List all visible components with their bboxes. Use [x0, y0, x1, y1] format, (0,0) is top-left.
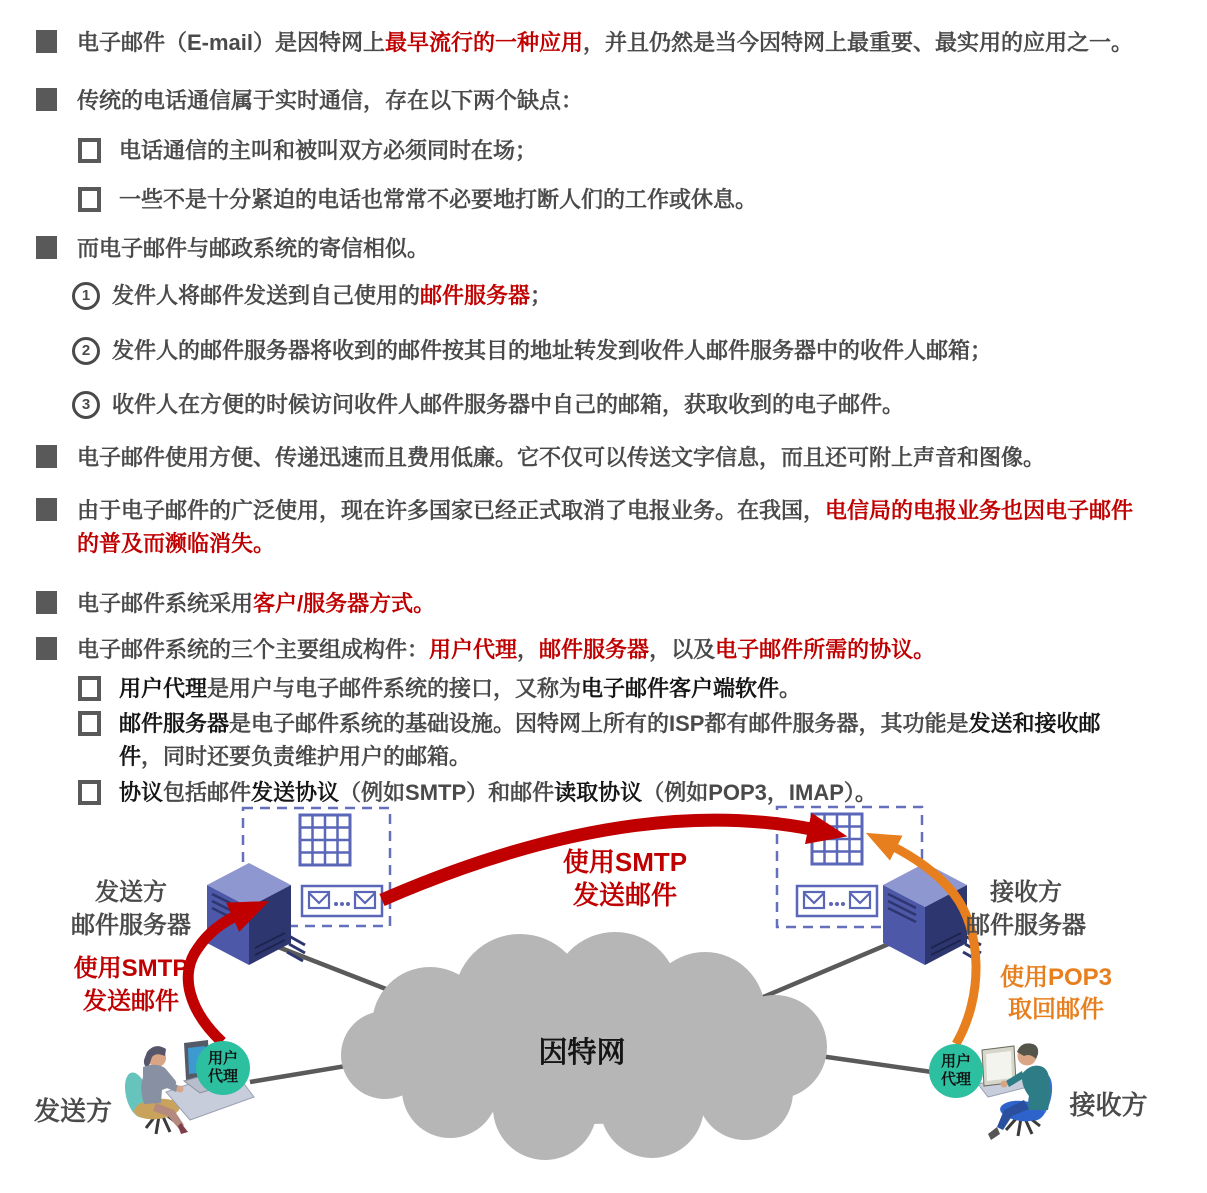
filled-square-bullet-icon	[36, 88, 57, 111]
text-segment: ，以及	[649, 637, 716, 662]
bullet-text	[112, 279, 1139, 312]
label-line: 发送方	[95, 879, 167, 906]
label-line: 用户	[207, 1050, 238, 1067]
hollow-square-bullet-icon	[78, 711, 101, 736]
text-segment: ，	[517, 637, 540, 662]
message-grid-icon	[300, 815, 350, 865]
hollow-square-bullet-icon	[78, 138, 101, 163]
text-segment-bold: 电子邮件客户端软件	[581, 676, 780, 701]
bullet-text	[77, 84, 1137, 117]
ellipsis-dots-icon	[334, 902, 350, 906]
text-segment: 电子邮件系统的三个主要组成构件：	[77, 637, 430, 662]
filled-square-bullet-icon	[36, 445, 57, 468]
smtp-transfer-caption	[537, 846, 713, 912]
label-line: 发送邮件	[572, 880, 677, 910]
label-line: 邮件服务器	[966, 912, 1086, 939]
text-segment: （例如POP3，IMAP）。	[642, 780, 877, 805]
envelope-icon	[309, 892, 329, 908]
bullet-item	[36, 232, 1137, 265]
text-segment: （例如SMTP）和邮件	[339, 780, 555, 805]
numbered-item	[72, 279, 1139, 312]
text-segment: 发件人的邮件服务器将收到的邮件按其目的地址转发到收件人邮件服务器中的收件人邮箱；	[112, 338, 993, 363]
mail-queue-icon	[302, 886, 382, 916]
label-line: 使用SMTP	[73, 955, 189, 982]
bullet-text	[77, 587, 1137, 620]
text-segment-bold: 读取协议	[554, 780, 643, 805]
text-segment: 电话通信的主叫和被叫双方必须同时在场；	[119, 138, 538, 163]
mail-queue-icon	[797, 886, 877, 916]
text-segment: ；	[530, 283, 553, 308]
label-line: 接收方	[990, 879, 1062, 906]
filled-square-bullet-icon	[36, 30, 57, 53]
bullet-text	[77, 26, 1137, 59]
sub-bullet-item	[78, 672, 1143, 705]
bullet-text	[112, 388, 1139, 421]
receiver-person-illustration	[978, 1043, 1056, 1140]
text-segment-bold: 发送和接收邮件	[119, 711, 1101, 769]
hollow-square-bullet-icon	[78, 187, 101, 212]
receiver-user-agent-badge	[929, 1044, 983, 1098]
receiver-label: 接收方	[1069, 1090, 1148, 1120]
label-line: 取回邮件	[1008, 996, 1104, 1023]
text-segment: 电子邮件（E-mail）是因特网上	[77, 30, 386, 55]
text-segment: 一些不是十分紧迫的电话也常常不必要地打断人们的工作或休息。	[119, 187, 758, 212]
circled-number-icon: 3	[72, 391, 100, 419]
pop3-retrieve-caption	[980, 962, 1132, 1026]
text-segment: 是电子邮件系统的基础设施。因特网上所有的ISP都有邮件服务器，其功能是	[229, 711, 969, 736]
text-segment-bold: 协议	[119, 780, 164, 805]
text-segment-red: 客户/服务器方式。	[253, 591, 436, 616]
bullet-item	[36, 633, 1137, 666]
sub-bullet-item	[78, 183, 1143, 216]
message-grid-icon	[812, 814, 862, 864]
text-segment-red: 邮件服务器	[539, 637, 650, 662]
text-segment: 电子邮件使用方便、传递迅速而且费用低廉。它不仅可以传送文字信息，而且还可附上声音和图像。	[77, 445, 1046, 470]
text-segment-bold: 用户代理	[119, 676, 208, 701]
bullet-text	[119, 707, 1143, 773]
label-line: 发送邮件	[83, 988, 179, 1015]
filled-square-bullet-icon	[36, 236, 57, 259]
label-line: 使用POP3	[999, 964, 1113, 991]
text-segment-red: 最早流行的一种应用	[385, 30, 584, 55]
bullet-item	[36, 84, 1137, 117]
envelope-icon	[850, 892, 870, 908]
sub-bullet-item	[78, 707, 1143, 773]
internet-label: 因特网	[538, 1037, 626, 1069]
bullet-text	[77, 232, 1137, 265]
bullet-text	[77, 494, 1137, 560]
bullet-text	[119, 183, 1143, 216]
label-line: 邮件服务器	[71, 912, 191, 939]
label-line: 使用SMTP	[562, 847, 688, 877]
bullet-text	[112, 334, 1139, 367]
label-line: 代理	[940, 1071, 971, 1088]
text-segment: 收件人在方便的时候访问收件人邮件服务器中自己的邮箱，获取收到的电子邮件。	[112, 392, 905, 417]
label-line: 用户	[940, 1053, 971, 1070]
text-segment: 而电子邮件与邮政系统的寄信相似。	[77, 236, 430, 261]
bullet-item	[36, 26, 1137, 59]
text-segment: 发件人将邮件发送到自己使用的	[112, 283, 421, 308]
bullet-text	[119, 672, 1143, 705]
text-segment-bold: 邮件服务器	[119, 711, 230, 736]
filled-square-bullet-icon	[36, 498, 57, 521]
text-segment: 是用户与电子邮件系统的接口，又称为	[207, 676, 582, 701]
text-segment: 传统的电话通信属于实时通信，存在以下两个缺点：	[77, 88, 584, 113]
text-segment: 包括邮件	[163, 780, 252, 805]
bullet-text	[77, 633, 1137, 666]
hollow-square-bullet-icon	[78, 676, 101, 701]
filled-square-bullet-icon	[36, 637, 57, 660]
text-segment: ，并且仍然是当今因特网上最重要、最实用的应用之一。	[583, 30, 1134, 55]
smtp-send-caption	[55, 952, 207, 1018]
sub-bullet-item	[78, 134, 1143, 167]
bullet-item	[36, 587, 1137, 620]
envelope-icon	[804, 892, 824, 908]
text-segment: 由于电子邮件的广泛使用，现在许多国家已经正式取消了电报业务。在我国，	[77, 498, 826, 523]
bullet-item	[36, 494, 1137, 560]
text-segment: 电子邮件系统采用	[77, 591, 254, 616]
email-system-diagram	[0, 800, 1207, 1193]
sender-label: 发送方	[33, 1096, 112, 1126]
numbered-item	[72, 334, 1139, 367]
bullet-text	[77, 441, 1137, 474]
filled-square-bullet-icon	[36, 591, 57, 614]
text-segment: 。	[779, 676, 802, 701]
text-segment-red: 电信局的电报业务也因电子邮件的普及而濒临消失。	[77, 498, 1134, 556]
ellipsis-dots-icon	[829, 902, 845, 906]
label-line: 代理	[207, 1068, 238, 1085]
text-segment-red: 邮件服务器	[420, 283, 531, 308]
text-segment-red: 用户代理	[429, 637, 518, 662]
numbered-item	[72, 388, 1139, 421]
text-segment-red: 电子邮件所需的协议。	[715, 637, 936, 662]
text-segment-bold: 发送协议	[251, 780, 340, 805]
text-segment: ，同时还要负责维护用户的邮箱。	[141, 744, 472, 769]
receiver-server-label	[951, 876, 1101, 942]
bullet-item	[36, 441, 1137, 474]
circled-number-icon: 1	[72, 282, 100, 310]
sender-user-agent-badge	[196, 1041, 250, 1095]
circled-number-icon: 2	[72, 337, 100, 365]
envelope-icon	[355, 892, 375, 908]
sender-server-label	[56, 876, 206, 942]
bullet-text	[119, 134, 1143, 167]
